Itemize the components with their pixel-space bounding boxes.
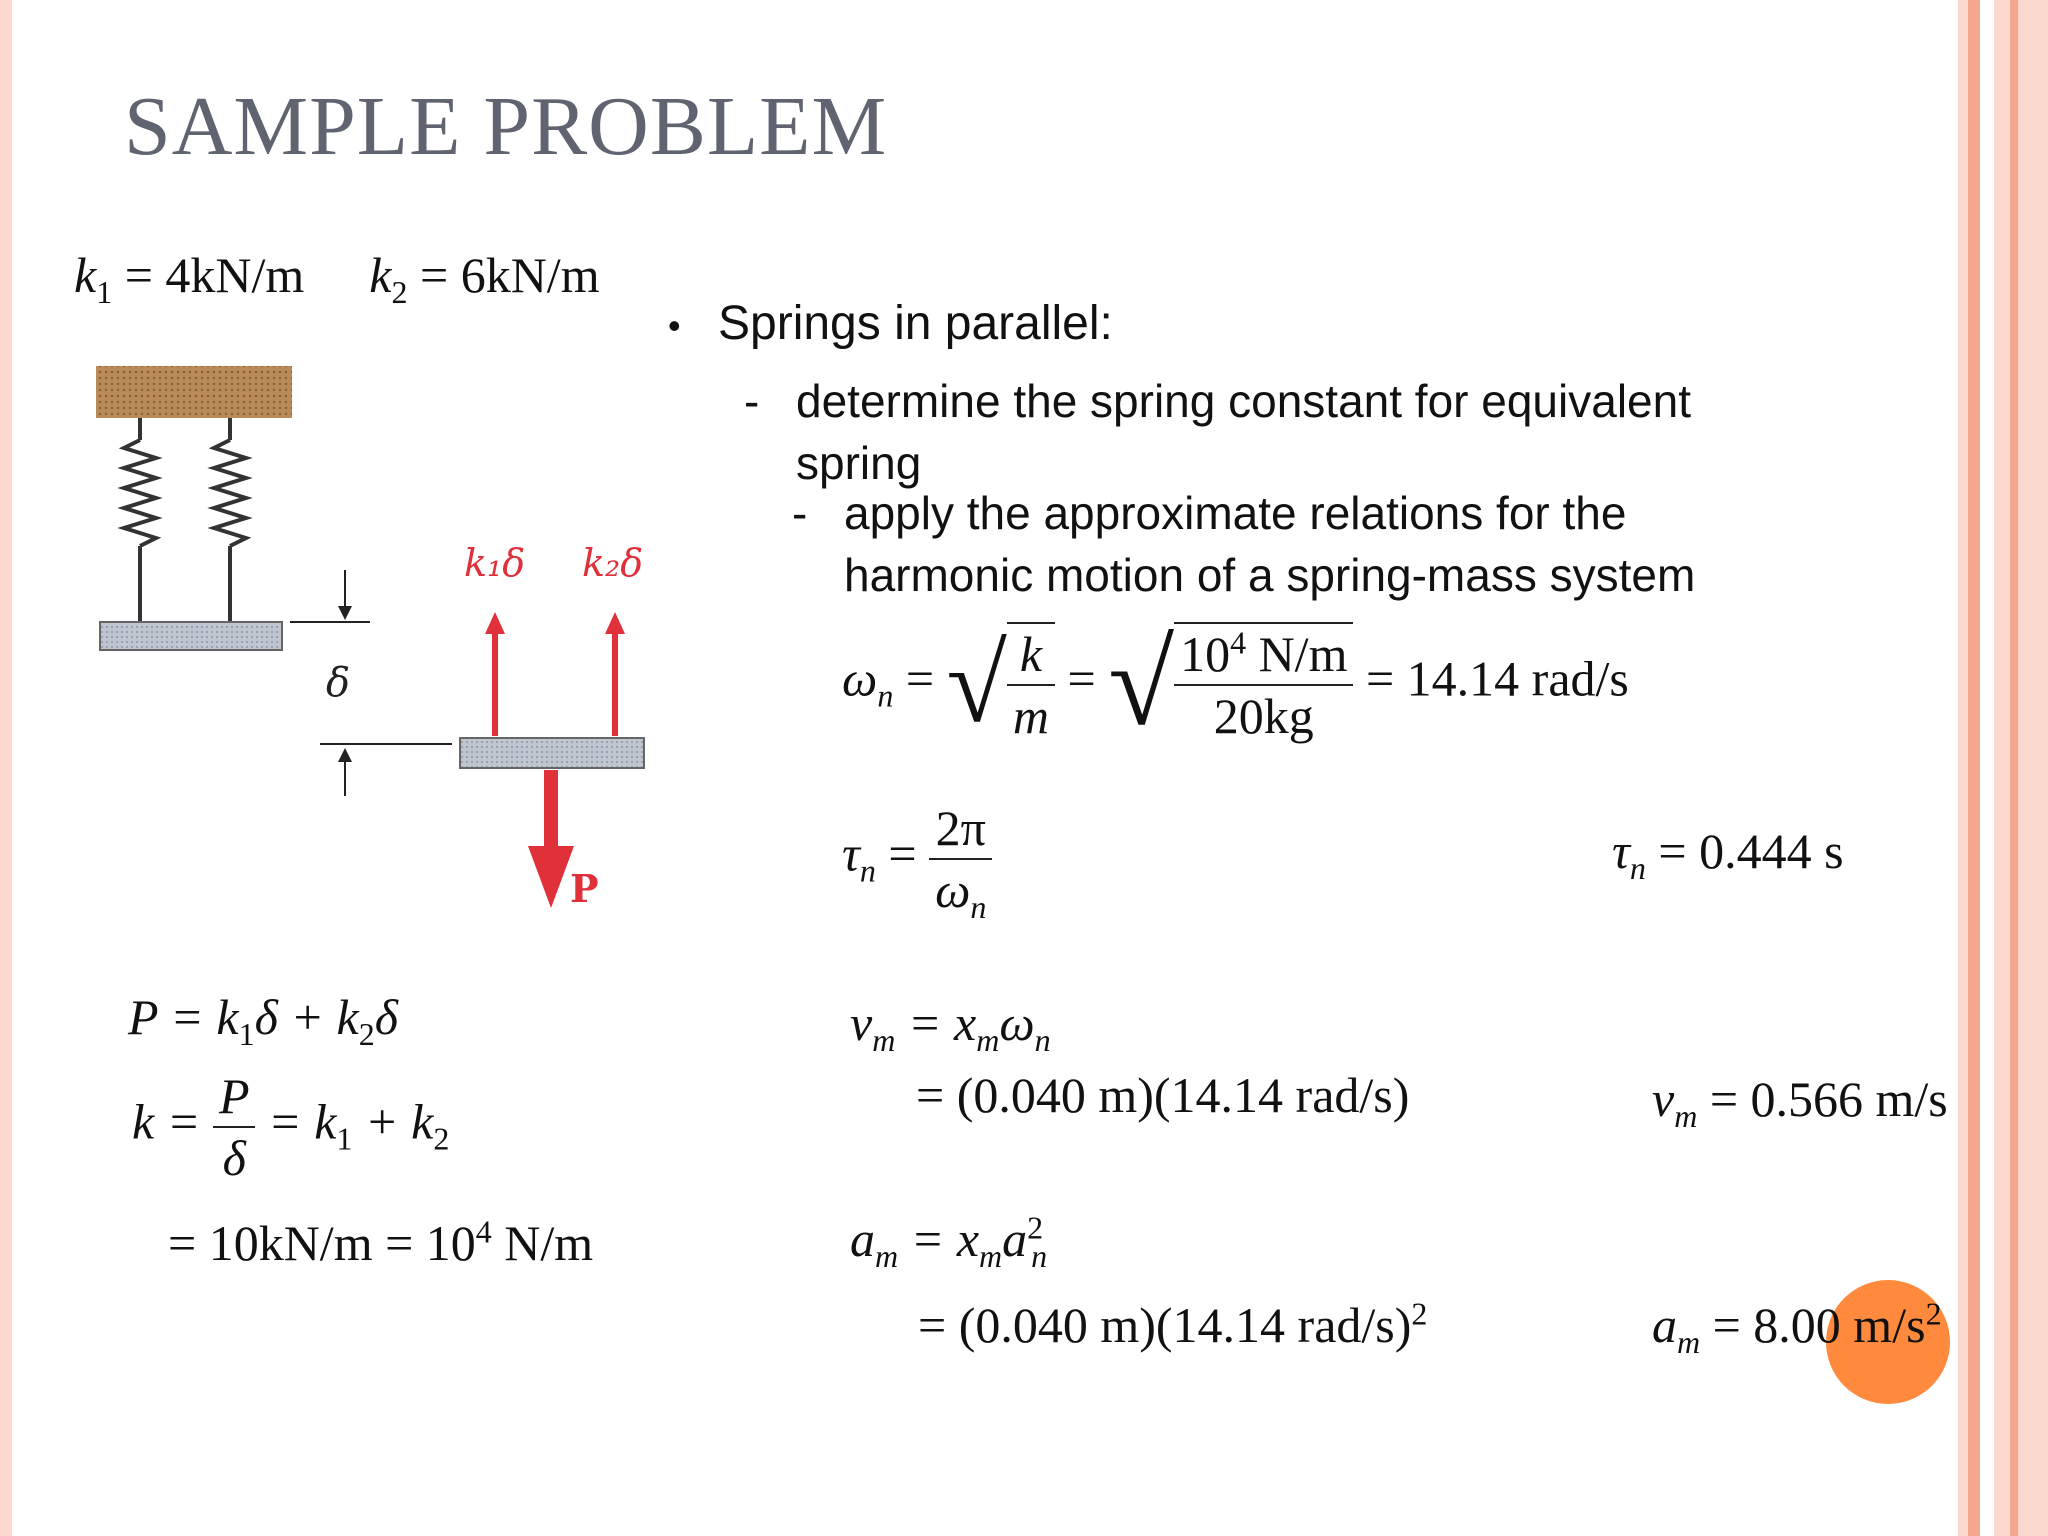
left-stripe xyxy=(0,0,12,1536)
keq-frac-num: P xyxy=(213,1066,256,1128)
bullet-main xyxy=(668,296,1113,351)
delta-label: δ xyxy=(326,660,351,706)
right-stripe-white xyxy=(1980,0,1994,1536)
right-stripe-light xyxy=(1958,0,1968,1536)
am-result-value: = 8.00 m/s xyxy=(1712,1297,1926,1353)
am-result-lhs: a xyxy=(1652,1297,1677,1353)
page-title: SAMPLE PROBLEM xyxy=(124,80,888,173)
vm-result-lhs: v xyxy=(1652,1071,1675,1127)
keq-lhs: k = xyxy=(132,1093,201,1150)
force2-label: k₂δ xyxy=(582,541,644,585)
vm-lhs-sub: m xyxy=(872,1022,896,1058)
bullet-sub2-line2: harmonic motion of a spring-mass system xyxy=(844,549,1696,601)
k2-symbol: k xyxy=(369,247,392,303)
right-stripe-edge xyxy=(1994,0,2048,1536)
am-lhs: a xyxy=(850,1211,875,1267)
keq-equation xyxy=(132,1066,449,1188)
vm-equation xyxy=(850,994,1051,1058)
vm-rhs2: ω xyxy=(999,995,1035,1051)
k1-value: = 4kN/m xyxy=(124,247,305,303)
k2-value: = 6kN/m xyxy=(420,247,600,303)
force-arrow-1 xyxy=(485,612,505,634)
force-part1: P = k xyxy=(128,989,239,1045)
tau-result-value: = 0.444 s xyxy=(1658,823,1844,879)
force-part2: δ + k xyxy=(254,989,359,1045)
bullet-sub2-line1: apply the approximate relations for the xyxy=(844,487,1627,539)
am-rhs2: a xyxy=(1002,1211,1028,1267)
keq-frac xyxy=(213,1066,256,1188)
keq-value-exp: 4 xyxy=(475,1213,492,1250)
spring-1 xyxy=(124,418,156,622)
vm-rhs-sub2: n xyxy=(1034,1022,1051,1058)
vm-rhs-sub1: m xyxy=(976,1022,1000,1058)
tau-frac xyxy=(929,798,992,925)
hanging-plate xyxy=(100,622,282,650)
force1-label: k₁δ xyxy=(464,541,526,585)
tau-frac-den: ω xyxy=(935,862,971,918)
am-result-exp: 2 xyxy=(1925,1295,1942,1332)
am-result-sub: m xyxy=(1677,1324,1701,1360)
omega-frac2-num-exp: 4 xyxy=(1230,624,1247,661)
omega-frac2-den: 20kg xyxy=(1213,688,1314,744)
am-line2-text: = (0.040 m)(14.14 rad/s) xyxy=(918,1297,1412,1353)
omega-frac2-num-base: 10 xyxy=(1180,626,1231,682)
ceiling-support xyxy=(96,366,292,418)
bullet-sub1 xyxy=(744,370,1691,494)
omega-result: = 14.14 rad/s xyxy=(1365,650,1629,707)
keq-rhs-sub2: 2 xyxy=(433,1120,450,1157)
tau-result-lhs: τ xyxy=(1612,823,1630,879)
am-rhs-sub1: m xyxy=(979,1238,1003,1274)
k1-sub: 1 xyxy=(96,274,113,310)
free-body-plate xyxy=(460,738,644,768)
omega-frac1-den: m xyxy=(1012,688,1049,744)
keq-value-unit: N/m xyxy=(491,1215,594,1271)
force-arrow-2 xyxy=(605,612,625,634)
vm-rhs1: = x xyxy=(895,995,977,1051)
omega-lhs: ω xyxy=(842,650,878,707)
am-line2 xyxy=(918,1296,1427,1354)
vm-line2: = (0.040 m)(14.14 rad/s) xyxy=(916,1067,1410,1123)
vm-result-sub: m xyxy=(1674,1098,1698,1134)
right-stripe-edge-line xyxy=(2010,0,2018,1536)
k1-symbol: k xyxy=(74,247,97,303)
tau-lhs-sub: n xyxy=(859,852,876,889)
omega-frac2 xyxy=(1174,622,1353,746)
am-lhs-sub: m xyxy=(875,1238,899,1274)
am-result xyxy=(1652,1295,1942,1360)
force-equation xyxy=(128,988,399,1052)
tau-result xyxy=(1612,822,1844,886)
bullet-sub2-dash: - xyxy=(792,487,808,539)
tau-lhs: τ xyxy=(842,825,860,882)
omega-frac1 xyxy=(1007,622,1055,746)
keq-frac-den: δ xyxy=(222,1130,246,1186)
omega-lhs-sub: n xyxy=(877,677,894,714)
tau-result-sub: n xyxy=(1629,850,1646,886)
load-label: P xyxy=(570,866,599,911)
force-part3: δ xyxy=(374,989,399,1045)
vm-result xyxy=(1652,1070,1948,1134)
vm-result-value: = 0.566 m/s xyxy=(1709,1071,1948,1127)
keq-rhs1: = k xyxy=(267,1093,337,1150)
given-constants xyxy=(74,246,600,310)
omega-frac1-num: k xyxy=(1007,624,1055,686)
bullet-dot: • xyxy=(668,305,681,347)
omega-frac2-num xyxy=(1174,624,1353,686)
am-rhs-sup2: 2 xyxy=(1027,1209,1044,1246)
spring-diagram xyxy=(80,340,720,940)
bullet-main-text: Springs in parallel: xyxy=(718,297,1113,350)
force-sub1: 1 xyxy=(238,1016,255,1052)
spring-2 xyxy=(214,418,246,622)
tau-frac-num: 2π xyxy=(929,798,992,860)
tau-frac-den-sub: n xyxy=(970,889,987,925)
tau-equation: $\tau_n$ = $\frac{2\pi}{\omega_n}$ xyxy=(842,798,992,920)
am-rhs1: = x xyxy=(898,1211,980,1267)
bullet-sub2 xyxy=(792,482,1695,606)
bullet-sub1-line2: spring xyxy=(796,437,922,489)
keq-rhs2: + k xyxy=(352,1093,434,1150)
k2-sub: 2 xyxy=(391,274,408,310)
vm-lhs: v xyxy=(850,995,873,1051)
bullet-sub1-dash: - xyxy=(744,375,760,427)
keq-value xyxy=(168,1214,593,1272)
load-arrow xyxy=(528,846,574,908)
am-equation xyxy=(850,1209,1048,1274)
omega-equation: $\omega_n$ = √ $\frac{k}{m}$ = √ $\frac{10^4 N/m}{20kg}$ = 14.14 rad/s xyxy=(842,617,1629,750)
keq-rhs-sub1: 1 xyxy=(336,1120,353,1157)
omega-frac2-num-unit: N/m xyxy=(1246,626,1348,682)
am-line2-exp: 2 xyxy=(1411,1295,1428,1332)
bullet-sub1-line1: determine the spring constant for equivalent xyxy=(796,375,1691,427)
keq-value-text: = 10kN/m = 10 xyxy=(168,1215,476,1271)
right-stripe-accent xyxy=(1968,0,1980,1536)
force-sub2: 2 xyxy=(358,1016,375,1052)
am-rhs-sub2: n xyxy=(1031,1238,1048,1274)
